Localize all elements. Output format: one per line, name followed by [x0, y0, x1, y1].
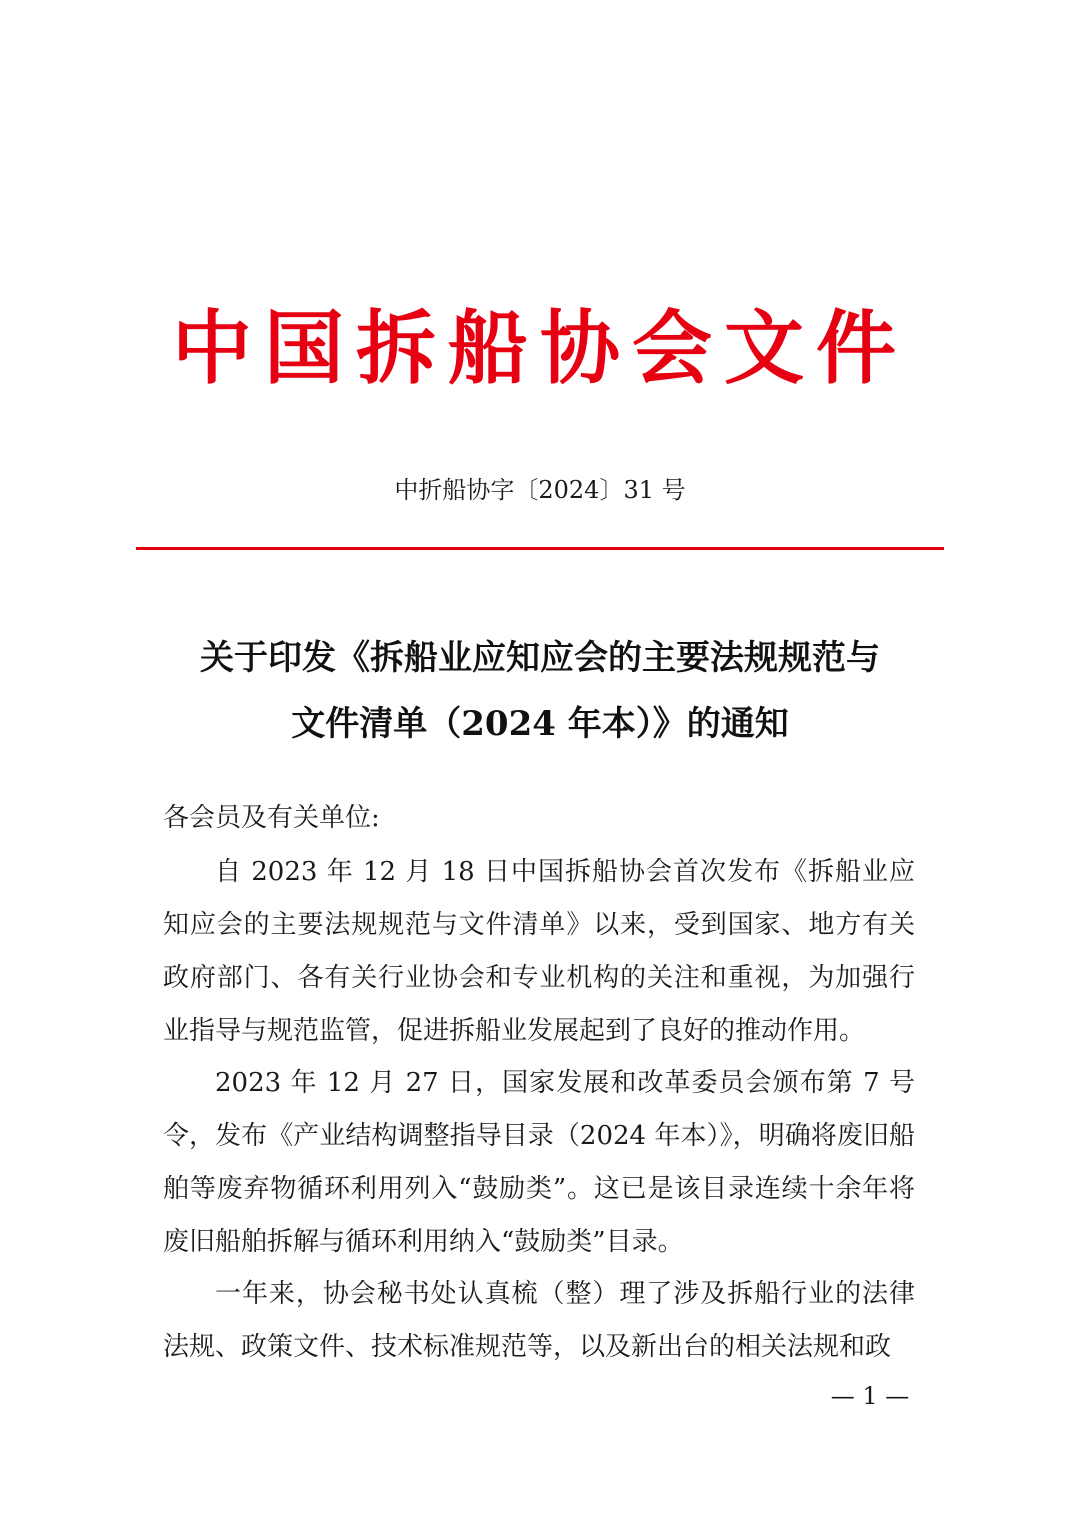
page-number: — 1 — [830, 1382, 910, 1410]
red-divider-line [136, 547, 944, 550]
notice-title-line-2: 文件清单（2024 年本）》的通知 [291, 704, 789, 744]
document-number: 中折船协字〔2024〕31 号 [394, 476, 686, 504]
masthead-title: 中国拆船协会文件 [172, 301, 908, 395]
notice-title-line-1: 关于印发《拆船业应知应会的主要法规规范与 [200, 638, 880, 678]
salutation: 各会员及有关单位: [163, 803, 380, 833]
body-paragraph-1: 自 2023 年 12 月 18 日中国拆船协会首次发布《拆船业应知应会的主要法规规范与文件清单》以来，受到国家、地方有关政府部门、各有关行业协会和专业机构的关注和重视，为加强行业指导与规范监管，促进拆船业发展起到了良好的推动作用。 [163, 857, 915, 1046]
body-paragraph-3: 一年来，协会秘书处认真梳（整）理了涉及拆船行业的法律法规、政策文件、技术标准规范等，以及新出台的相关法规和政 [163, 1279, 915, 1362]
body-paragraph-2: 2023 年 12 月 27 日，国家发展和改革委员会颁布第 7 号令，发布《产业结构调整指导目录（2024 年本）》，明确将废旧船舶等废弃物循环利用列入“鼓励类”。这已是该目录连续十余年将废旧船舶拆解与循环利用纳入“鼓励类”目录。 [163, 1068, 915, 1257]
